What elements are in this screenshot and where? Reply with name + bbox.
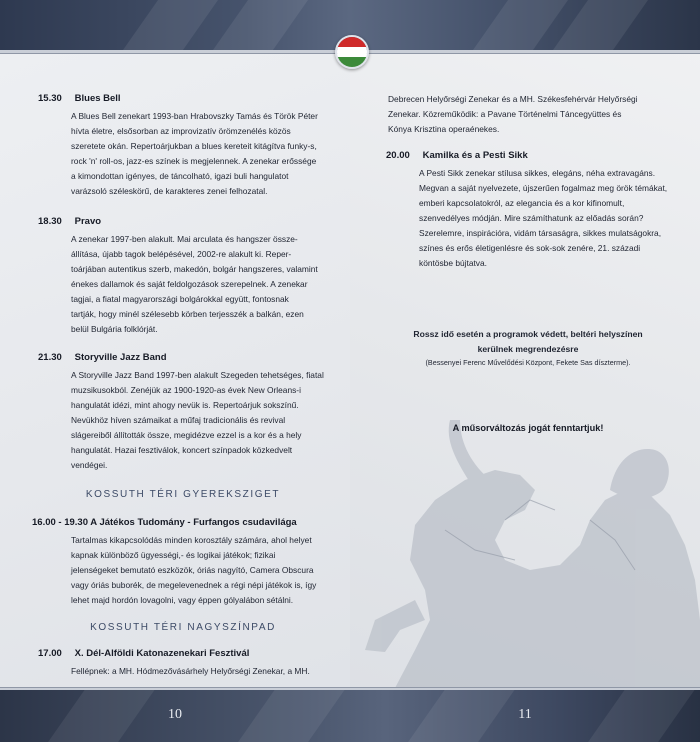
right-column xyxy=(388,92,668,436)
text-line: A Storyville Jazz Band 1997-ben alakult Szegeden tehetséges, fiatal xyxy=(71,370,324,380)
text-line: vendégei. xyxy=(71,460,108,470)
event-header xyxy=(38,92,328,106)
event-description xyxy=(71,109,328,199)
event-header xyxy=(32,516,328,530)
text-line: a kimondottan igényes, de táncolható, igazi buli hangulatot xyxy=(71,171,289,181)
text-line: A zenekar 1997-ben alakult. Mai arculata és hangszer össze- xyxy=(71,234,298,244)
text-line: tagjai, a fiatal magyarországi bolgárokkal együtt, fontosnak xyxy=(71,294,289,304)
text-line: varázsoló széleskörű, de karakteres zenei felhozatal. xyxy=(71,186,268,196)
text-line: Zenekar. Közreműködik: a Pavane Történelmi Táncegyüttes és xyxy=(388,109,622,119)
event-header xyxy=(38,647,328,661)
event-description xyxy=(71,368,328,473)
text-line: hangulatát idézi, mint ahogy nevük is. Repertoárjuk sokszínű. xyxy=(71,400,299,410)
page-number-left: 10 xyxy=(168,707,182,722)
text-line: Debrecen Helyőrségi Zenekar és a MH. Székesfehérvár Helyőrségi xyxy=(388,94,638,104)
event-time: 15.30 xyxy=(38,93,62,104)
event-time: 21.30 xyxy=(38,352,62,363)
text-line: Nevükhöz híven számaikat a műfaj tradicionális és revival xyxy=(71,415,286,425)
text-line: A Blues Bell zenekart 1993-ban Hrabovszky Tamás és Török Péter xyxy=(71,111,318,121)
text-line: rock 'n' roll-os, jazz-es színek is megjelennek. A zenekar erőssége xyxy=(71,156,317,166)
event-description xyxy=(419,166,668,271)
event-title: X. Dél-Alföldi Katonazenekari Fesztivál xyxy=(74,648,250,659)
event-header xyxy=(386,149,668,163)
event-time: 16.00 - 19.30 xyxy=(32,517,88,528)
event-header xyxy=(38,215,328,229)
section-heading-gyereksziget: KOSSUTH TÉRI GYEREKSZIGET xyxy=(85,489,281,500)
continuation-text xyxy=(388,92,668,137)
text-line: kapnak különböző ügyességi,- és logikai játékok; fizikai xyxy=(71,550,276,560)
text-line: tartják, hogy minél szélesebb körben terjesszék a balkán, ezen xyxy=(71,309,304,319)
bottom-decorative-band xyxy=(0,690,700,742)
section-heading-nagyszinpad: KOSSUTH TÉRI NAGYSZÍNPAD xyxy=(90,622,276,633)
event-storyville xyxy=(38,351,328,473)
text-line: emberi kapcsolatokról, az elegancia és a kor kifinomult, xyxy=(419,198,625,208)
event-title: Blues Bell xyxy=(74,93,121,104)
bad-weather-notice xyxy=(378,327,678,369)
text-line: jelenségeket bemutató eszközök, óriás nagyító, Camera Obscura xyxy=(71,565,314,575)
event-description xyxy=(71,232,328,337)
event-header xyxy=(38,351,328,365)
text-line: Szerelemre, inspirációra, vidám társaságra, sikkes mulatságokra, xyxy=(419,228,662,238)
text-line: vagy óriás buborék, de megelevenednek a régi népi játékok is, így xyxy=(71,580,317,590)
page-number-right: 11 xyxy=(518,707,532,722)
text-line: A Pesti Sikk zenekar stílusa sikkes, elegáns, néha extravagáns. xyxy=(419,168,656,178)
hungarian-flag-icon xyxy=(335,35,369,69)
text-line: Tartalmas kikapcsolódás minden korosztály számára, ahol helyet xyxy=(71,535,312,545)
event-title: A Játékos Tudomány - Furfangos csudavilága xyxy=(90,517,297,528)
event-katonazenekari-fesztival xyxy=(38,647,328,679)
text-line: kerülnek megrendezésre xyxy=(477,344,579,354)
text-line: színes és erős életigenlésre és sok-sok zenére, 21. századi xyxy=(419,243,641,253)
horse-rider-watermark-icon xyxy=(355,420,700,688)
event-jatekos-tudomany xyxy=(32,516,328,608)
event-time: 17.00 xyxy=(38,648,62,659)
event-title: Pravo xyxy=(74,216,102,227)
text-line: lehet majd hordón lovagolni, vagy éppen gólyalábon sétálni. xyxy=(71,595,294,605)
event-title: Storyville Jazz Band xyxy=(74,352,167,363)
text-line: szeretete okán. Repertoárjukban a blues kereteit kitágítva funky-s, xyxy=(71,141,317,151)
text-line: hangulatát. Hazai fesztiválok, koncert színpadok közkedvelt xyxy=(71,445,293,455)
text-line: énekes dallamok és saját feldolgozások szerepelnek. A zenekar xyxy=(71,279,308,289)
event-kamilka xyxy=(386,149,668,271)
text-line: hívta életre, elsősorban az improvizatív örömzenélés közös xyxy=(71,126,291,136)
text-line: Rossz idő esetén a programok védett, beltéri helyszínen xyxy=(413,329,643,339)
text-line: köntösbe bújtatva. xyxy=(419,258,487,268)
text-line: muzsikusokból. Zenéjük az 1900-1920-as évek New Orleans-i xyxy=(71,385,301,395)
event-description xyxy=(71,533,328,608)
text-line: belül Bulgária folklórját. xyxy=(71,324,158,334)
event-title: Kamilka és a Pesti Sikk xyxy=(422,150,528,161)
text-line: Megvan a saját nyelvezete, újszerűen fogalmaz meg örök témákat, xyxy=(419,183,668,193)
text-line: Fellépnek: a MH. Hódmezővásárhely Helyőrségi Zenekar, a MH. xyxy=(71,666,310,676)
text-line: toárjában autentikus szerb, makedón, bolgár hangszeres, valamint xyxy=(71,264,318,274)
text-line: Kónya Krisztina operaénekes. xyxy=(388,124,500,134)
event-pravo xyxy=(38,215,328,337)
text-line: slágereiből állították össze, megidézve ezzel is a kor és a hely xyxy=(71,430,302,440)
event-time: 20.00 xyxy=(386,150,410,161)
left-column xyxy=(32,92,328,679)
event-time: 18.30 xyxy=(38,216,62,227)
text-line: szenvedélyes módján. Mire számíthatunk az előadás során? xyxy=(419,213,644,223)
program-change-notice: A műsorváltozás jogát fenntartjuk! xyxy=(452,423,604,433)
event-blues-bell xyxy=(38,92,328,199)
event-description xyxy=(71,664,328,679)
venue-note: (Bessenyei Ferenc Művelődési Központ, Fekete Sas díszterme). xyxy=(425,358,631,367)
text-line: állítása, újabb tagok belépésével, 2002-re alakult ki. Reper- xyxy=(71,249,292,259)
